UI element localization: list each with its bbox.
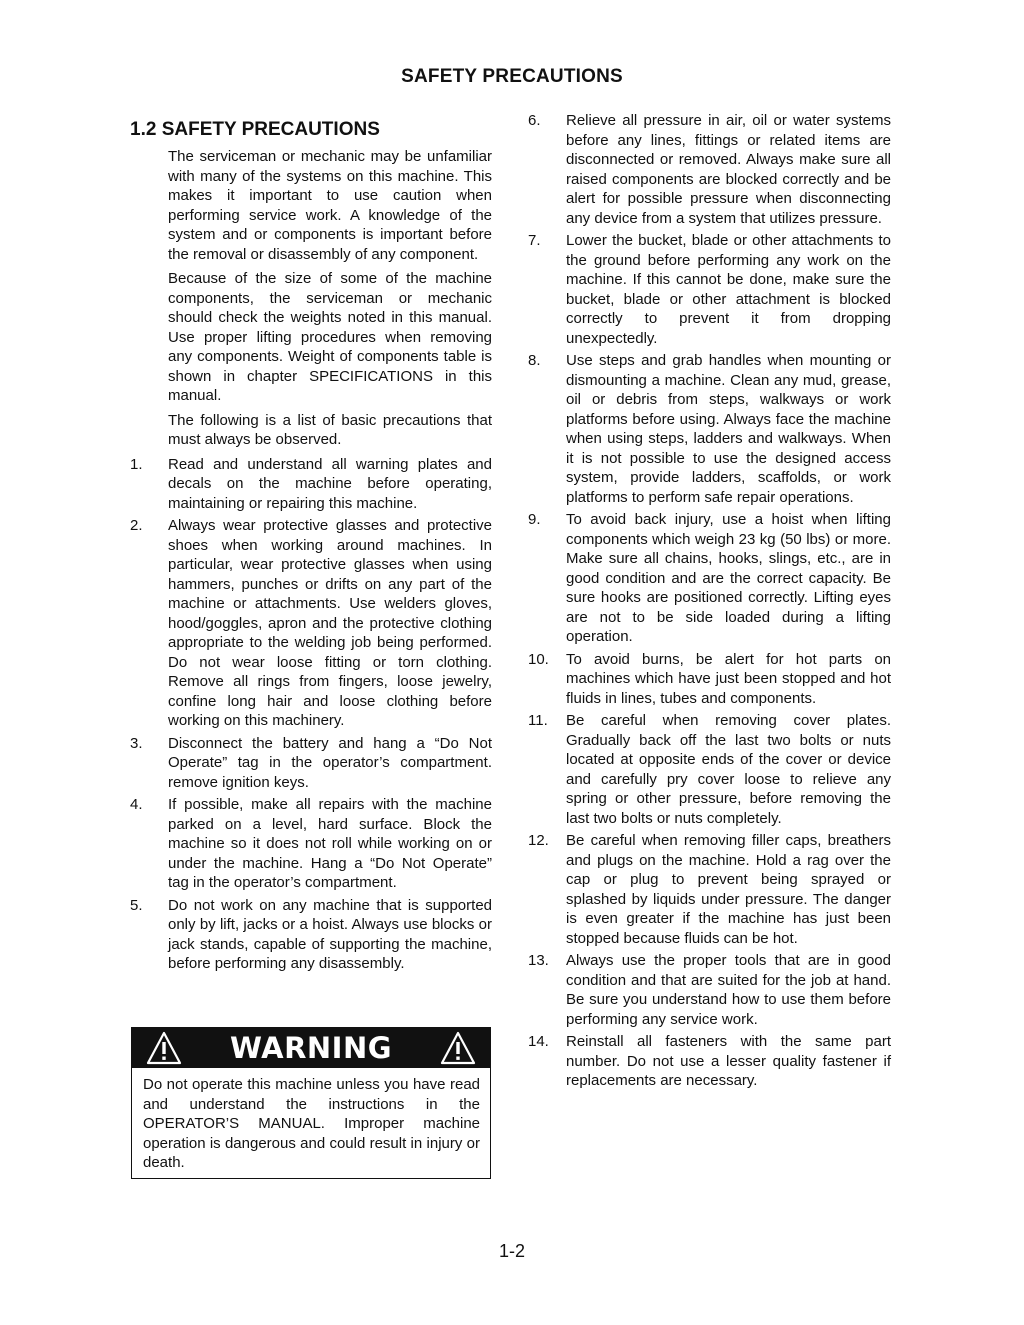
list-item-text: Relieve all pressure in air, oil or water systems before any lines, fittings or related items are disconnected or removed. Always make sure all raised components are blocked correctly and be alert for possible pressure when disconnecting any device from a system that utilizes pressure.: [566, 112, 891, 227]
list-item: [130, 734, 492, 793]
warning-header: [132, 1028, 490, 1068]
list-item-number: 12.: [528, 832, 549, 849]
list-item-text: If possible, make all repairs with the machine parked on a level, hard surface. Block the machine so it does not roll while working on or under the machine. Hang a “Do Not Operate” tag in the operator’s compartment.: [168, 796, 492, 891]
list-item-text: Be careful when removing cover plates. Gradually back off the last two bolts or nuts located at opposite ends of the cover or device and carefully pry cover loose to relieve any spring or other pressure, before removing the last two bolts or nuts completely.: [566, 712, 891, 827]
list-item-number: 4.: [130, 796, 143, 813]
intro-paragraph-1: The serviceman or mechanic may be unfamiliar with many of the systems on this machine. This makes it important to use caution when performing service work. A knowledge of the system and or components is important before the removal or disassembly of any component.: [168, 148, 492, 263]
list-item-text: Lower the bucket, blade or other attachments to the ground before performing any work on the machine. If this cannot be done, make sure the bucket, blade or other attachment is blocked correctly to prevent it from dropping unexpectedly.: [566, 232, 891, 347]
list-item: [528, 951, 891, 1029]
list-item-text: To avoid back injury, use a hoist when lifting components which weigh 23 kg (50 lbs) or more. Make sure all chains, hooks, slings, etc., are in good condition and are the correct capacity. Be sure hooks are positioned correctly. Lifting eyes are not to be side loaded during a lifting operation.: [566, 511, 891, 645]
page-number: 1-2: [498, 1241, 525, 1261]
list-item: [130, 795, 492, 893]
warning-title: WARNING: [229, 1031, 393, 1065]
list-item: [528, 111, 891, 228]
intro-paragraph-3: The following is a list of basic precautions that must always be observed.: [168, 411, 492, 448]
list-item-number: 8.: [528, 352, 541, 369]
list-item-number: 14.: [528, 1033, 549, 1050]
warning-triangle-icon: [146, 1031, 182, 1065]
list-item: [528, 1032, 891, 1091]
list-item-number: 5.: [130, 896, 143, 914]
list-item: [528, 831, 891, 948]
list-item-number: 13.: [528, 952, 549, 969]
list-item: [528, 351, 891, 507]
warning-text: Do not operate this machine unless you have read and understand the instructions in the OPERATOR’S MANUAL. Improper machine operation is dangerous and could result in injury or death.: [143, 1076, 480, 1171]
list-item-text: Be careful when removing filler caps, breathers and plugs on the machine. Hold a rag over the cap or plug to prevent being sprayed or splashed by liquids under pressure. The danger is even greater if the machine has just been stopped because fluids can be hot.: [566, 832, 891, 947]
page-header-title: SAFETY PRECAUTIONS: [401, 66, 623, 87]
intro-paragraph-2: Because of the size of some of the machine components, the serviceman or mechanic should check the weights noted in this manual. Use proper lifting procedures when removing any components. Weight of components table is shown in chapter SPECIFICATIONS in this manual.: [168, 270, 492, 404]
list-item-text: Always wear protective glasses and protective shoes when working around machines. In particular, wear protective glasses when using hammers, punches or drifts on any part of the machine or attachments. Use welders gloves, hood/goggles, apron and the protective clothing appropriate to the welding job being performed. Do not wear loose fitting or torn clothing. Remove all rings from fingers, loose jewelry, confine long hair and loose clothing before working on this machinery.: [168, 517, 492, 729]
list-item: [130, 896, 492, 974]
list-item-text: Disconnect the battery and hang a “Do Not Operate” tag in the operator’s compartment. remove ignition keys.: [168, 734, 492, 791]
section-title: 1.2 SAFETY PRECAUTIONS: [130, 119, 380, 140]
list-item-number: 11.: [528, 712, 548, 729]
list-item-number: 9.: [528, 511, 541, 528]
warning-triangle-icon: [440, 1031, 476, 1065]
list-item-text: Always use the proper tools that are in good condition and that are suited for the job at hand. Be sure you understand how to use them before performing any service work.: [566, 952, 891, 1028]
left-column: [130, 118, 492, 977]
list-item: [528, 231, 891, 348]
warning-box: [131, 1027, 491, 1179]
list-item-text: Reinstall all fasteners with the same part number. Do not use a lesser quality fastener if replacements are necessary.: [566, 1033, 891, 1089]
list-item-text: Use steps and grab handles when mounting or dismounting a machine. Clean any mud, grease, oil or debris from steps, walkways or work platforms before using. Always face the machine when using steps, ladders and walkways. When it is not possible to use the designed access system, provide ladders, scaffolds, or work platforms to perform safe repair operations.: [566, 352, 891, 506]
list-item-text: To avoid burns, be alert for hot parts on machines which have just been stopped and hot fluids in lines, tubes and components.: [566, 650, 891, 707]
right-column: [528, 111, 891, 1094]
list-item-number: 2.: [130, 517, 143, 534]
list-item: [528, 510, 891, 647]
list-item: [130, 516, 492, 731]
list-item-number: 10.: [528, 650, 549, 668]
list-item-number: 7.: [528, 232, 541, 249]
list-item: [528, 650, 891, 709]
list-item-number: 1.: [130, 455, 143, 473]
list-item-text: Do not work on any machine that is supported only by lift, jacks or a hoist. Always use blocks or jack stands, capable of supporting the machine, before performing any disassembly.: [168, 896, 492, 972]
list-item-number: 6.: [528, 112, 541, 129]
list-item-text: Read and understand all warning plates and decals on the machine before operating, maintaining or repairing this machine.: [168, 455, 492, 512]
list-item-number: 3.: [130, 734, 143, 752]
list-item: [130, 455, 492, 514]
list-item: [528, 711, 891, 828]
